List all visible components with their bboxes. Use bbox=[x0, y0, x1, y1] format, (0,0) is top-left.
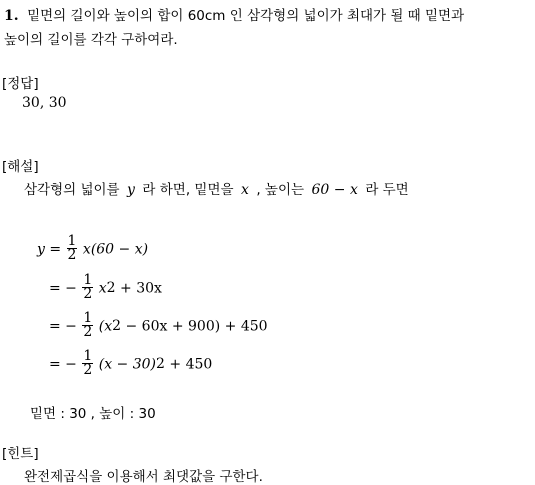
intro-var-x: x bbox=[240, 182, 249, 198]
intro-text-d: 라 두면 bbox=[365, 182, 409, 198]
eq3-lead: = − bbox=[49, 318, 77, 335]
problem-text-line2: 높이의 길이를 각각 구하여라. bbox=[4, 32, 178, 48]
intro-expr: 60 − x bbox=[311, 182, 358, 198]
eq2-tail: + 30x bbox=[120, 280, 162, 297]
eq2-lead: = − bbox=[49, 280, 77, 297]
equation-line-4 bbox=[49, 348, 213, 378]
intro-text-c: , 높이는 bbox=[256, 182, 305, 198]
eq2-exponent: 2 bbox=[106, 279, 116, 296]
eq4-exponent: 2 bbox=[156, 355, 165, 372]
eq4-tail: + 450 bbox=[169, 356, 213, 373]
solution-heading: [해설] bbox=[2, 159, 39, 175]
solution-result: 밑면 : 30 , 높이 : 30 bbox=[30, 406, 156, 422]
problem-statement bbox=[4, 4, 464, 24]
answer-heading: [정답] bbox=[2, 76, 39, 92]
intro-text-b: 라 하면, 밑면을 bbox=[142, 182, 234, 198]
fraction-half: $\frac{1}{2}$ bbox=[83, 272, 93, 302]
equation-line-3 bbox=[49, 310, 268, 340]
problem-number: 1. bbox=[4, 8, 19, 24]
eq1-rhs: x(60 − x) bbox=[82, 241, 149, 258]
intro-var-y: y bbox=[127, 182, 135, 198]
eq2-x: x bbox=[98, 280, 107, 297]
fraction-half: $\frac{1}{2}$ bbox=[83, 310, 93, 340]
intro-text-a: 삼각형의 넓이를 bbox=[24, 182, 120, 198]
equation-line-1 bbox=[37, 233, 149, 263]
eq3-open: (x bbox=[98, 318, 113, 335]
hint-heading: [힌트] bbox=[2, 446, 39, 462]
problem-text-line1: 밑면의 길이와 높이의 합이 60cm 인 삼각형의 넓이가 최대가 될 때 밑면과 bbox=[27, 8, 465, 24]
eq4-open: (x − 30) bbox=[98, 356, 157, 373]
solution-intro bbox=[24, 178, 409, 198]
eq3-tail: − 60x + 900) + 450 bbox=[125, 318, 268, 335]
hint-text: 완전제곱식을 이용해서 최댓값을 구한다. bbox=[24, 469, 263, 485]
answer-value: 30, 30 bbox=[22, 95, 67, 111]
fraction-half: $\frac{1}{2}$ bbox=[83, 348, 93, 378]
eq4-lead: = − bbox=[49, 356, 77, 373]
equation-line-2 bbox=[49, 272, 162, 302]
eq3-exponent: 2 bbox=[112, 317, 122, 334]
fraction-half: $\frac{1}{2}$ bbox=[67, 233, 77, 263]
eq1-lhs: y = bbox=[37, 241, 62, 258]
